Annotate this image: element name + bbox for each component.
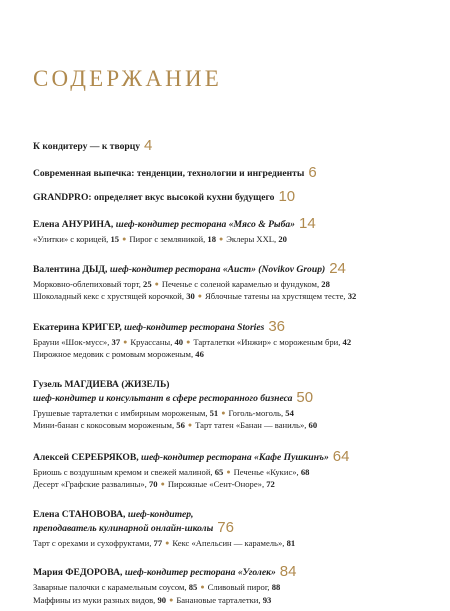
- bullet-icon: ●: [123, 337, 128, 346]
- toc-heading: [33, 217, 433, 231]
- recipe-title: Тарт с орехами и сухофруктами,: [33, 537, 152, 548]
- recipe-page: 56: [176, 420, 185, 430]
- toc-entry[interactable]: [33, 259, 433, 303]
- section-title: Современная выпечка: тенденции, технологии и ингредиенты: [33, 168, 305, 179]
- bullet-icon: ●: [197, 292, 203, 300]
- section-title: К кондитеру — к творцу: [33, 141, 141, 152]
- recipe-title: Яблочные татены на хрустящем тесте,: [205, 291, 346, 301]
- recipe-line: [33, 537, 433, 550]
- recipe-title: Банановые тарталетки,: [176, 594, 261, 605]
- recipe-title: Гоголь-моголь,: [228, 407, 284, 418]
- recipe-title: Бриошь с воздушным кремом и свежей малиной,: [33, 466, 213, 477]
- toc-entry[interactable]: [33, 447, 433, 491]
- recipe-line: [33, 290, 433, 303]
- recipe-title: Тарталетки «Инжир» с мороженым бри,: [193, 336, 341, 347]
- recipe-title: Кекс «Апельсин — карамель»,: [172, 537, 285, 548]
- recipe-title: Шоколадный кекс с хрустящей корочкой,: [33, 291, 185, 301]
- recipe-title: Круассаны,: [130, 336, 173, 347]
- recipe-line: [33, 233, 433, 246]
- toc-heading: [33, 139, 433, 153]
- recipe-page: 68: [300, 466, 310, 477]
- recipe-page: 72: [266, 479, 275, 489]
- toc-entry[interactable]: [33, 190, 433, 204]
- toc-entry[interactable]: [33, 565, 433, 606]
- bullet-icon: ●: [221, 408, 226, 417]
- author-role-line2: шеф-кондитер и консультант в сфере ресторанного бизнеса: [33, 392, 293, 404]
- recipe-page: 28: [321, 278, 330, 289]
- bullet-icon: ●: [169, 595, 174, 604]
- bullet-icon: ●: [200, 583, 205, 591]
- page-number: 24: [329, 259, 346, 277]
- recipe-page: 15: [110, 234, 120, 244]
- recipe-page: 30: [186, 291, 195, 301]
- recipe-page: 85: [188, 582, 198, 592]
- recipe-page: 32: [347, 291, 357, 301]
- page-title: СОДЕРЖАНИЕ: [33, 66, 223, 91]
- recipe-line: [33, 581, 433, 594]
- toc-entry[interactable]: [33, 508, 433, 550]
- bullet-icon: ●: [165, 538, 170, 547]
- bullet-icon: ●: [218, 235, 224, 243]
- recipe-page: 60: [308, 420, 318, 430]
- page-number: 50: [296, 388, 314, 406]
- toc-heading: [33, 190, 433, 204]
- author-name: Гузель МАГДИЕВА (ЖИЗЕЛЬ): [33, 378, 170, 390]
- recipe-page: 18: [207, 234, 216, 244]
- recipe-title: Десерт «Графские развалины»,: [33, 479, 147, 489]
- recipe-page: 51: [209, 407, 219, 418]
- page-number: 36: [268, 317, 286, 335]
- recipe-page: 65: [214, 466, 224, 477]
- recipe-title: «Улитки» с корицей,: [33, 234, 109, 244]
- recipe-title: Печенье «Кукис»,: [233, 466, 299, 477]
- recipe-line: [33, 466, 433, 479]
- recipe-page: 42: [342, 336, 352, 347]
- recipe-title: Пирог с земляникой,: [129, 234, 206, 244]
- page-number: 4: [144, 137, 153, 154]
- recipe-line: [33, 278, 433, 291]
- recipe-line: [33, 348, 433, 361]
- recipe-page: 93: [262, 594, 272, 605]
- author-name: Алексей СЕРЕБРЯКОВ,: [33, 451, 139, 463]
- author-name: Елена СТАНОВОВА,: [33, 508, 126, 520]
- author-role: шеф-кондитер,: [127, 508, 194, 520]
- recipe-page: 81: [286, 537, 296, 548]
- page-number: 76: [217, 518, 234, 536]
- recipe-title: Эклеры XXL,: [226, 234, 277, 244]
- recipe-title: Брауни «Шок-мусс»,: [33, 336, 110, 347]
- page-number: 64: [332, 447, 350, 465]
- toc-heading: [33, 508, 433, 535]
- author-name: Мария ФЕДОРОВА,: [33, 567, 123, 578]
- recipe-page: 20: [278, 234, 287, 244]
- recipe-page: 46: [195, 349, 204, 359]
- table-of-contents: [33, 139, 433, 606]
- recipe-page: 25: [143, 278, 152, 289]
- recipe-title: Маффины из муки разных видов,: [33, 594, 156, 605]
- bullet-icon: ●: [160, 480, 165, 488]
- recipe-page: 40: [174, 336, 184, 347]
- author-role: шеф-кондитер ресторана «Уголек»: [124, 567, 276, 578]
- author-role-line2: преподаватель кулинарной онлайн-школы: [33, 522, 214, 534]
- recipe-line: [33, 407, 433, 420]
- recipe-line: [33, 594, 433, 607]
- recipe-page: 88: [271, 582, 281, 592]
- bullet-icon: ●: [154, 279, 159, 288]
- recipe-page: 70: [148, 479, 158, 489]
- recipe-title: Морковно-облепиховый торт,: [33, 278, 141, 289]
- toc-entry[interactable]: [33, 139, 433, 153]
- page-number: 14: [298, 215, 316, 232]
- recipe-title: Пирожные «Сент-Оноре»,: [167, 479, 265, 489]
- toc-heading: [33, 447, 433, 465]
- author-name: Елена АНУРИНА,: [33, 219, 114, 230]
- bullet-icon: ●: [187, 421, 193, 429]
- recipe-line: [33, 419, 433, 432]
- recipe-page: 77: [153, 537, 163, 548]
- recipe-page: 90: [157, 594, 167, 605]
- bullet-icon: ●: [122, 235, 127, 243]
- bullet-icon: ●: [186, 337, 191, 346]
- toc-entry[interactable]: [33, 166, 433, 180]
- toc-entry[interactable]: [33, 317, 433, 361]
- page-number: 84: [279, 563, 297, 580]
- author-role: шеф-кондитер ресторана «Мясо & Рыба»: [115, 219, 295, 230]
- recipe-title: Грушевые тарталетки с имбирным мороженым,: [33, 407, 208, 418]
- author-name: Екатерина КРИГЕР,: [33, 321, 122, 333]
- recipe-title: Заварные палочки с карамельным соусом,: [33, 582, 187, 592]
- recipe-title: Сливовый пирог,: [207, 582, 270, 592]
- author-role: шеф-кондитер ресторана Stories: [124, 321, 265, 333]
- page-number: 6: [308, 164, 317, 181]
- recipe-page: 54: [285, 407, 294, 418]
- author-name: Валентина ДЫД,: [33, 263, 108, 275]
- bullet-icon: ●: [226, 467, 231, 476]
- recipe-page: 37: [111, 336, 121, 347]
- recipe-line: [33, 478, 433, 491]
- recipe-line: [33, 336, 433, 349]
- recipe-title: Мини-банан с кокосовым мороженым,: [33, 420, 175, 430]
- section-title: GRANDPRO: определяет вкус высокой кухни будущего: [33, 192, 275, 203]
- recipe-title: Тарт татен «Банан — ваниль»,: [195, 420, 307, 430]
- page-number: 10: [278, 188, 296, 205]
- toc-entry[interactable]: [33, 378, 433, 432]
- toc-entry[interactable]: [33, 217, 433, 246]
- author-role: шеф-кондитер ресторана «Кафе Пушкинъ»: [141, 451, 329, 463]
- toc-heading: [33, 259, 433, 277]
- toc-heading: [33, 317, 433, 335]
- recipe-title: Печенье с соленой карамелью и фундуком,: [161, 278, 320, 289]
- toc-heading: [33, 565, 433, 579]
- toc-heading: [33, 378, 433, 405]
- author-role: шеф-кондитер ресторана «Аист» (Novikov Group): [109, 263, 326, 275]
- recipe-title: Пирожное медовик с ромовым мороженым,: [33, 349, 194, 359]
- toc-heading: [33, 166, 433, 180]
